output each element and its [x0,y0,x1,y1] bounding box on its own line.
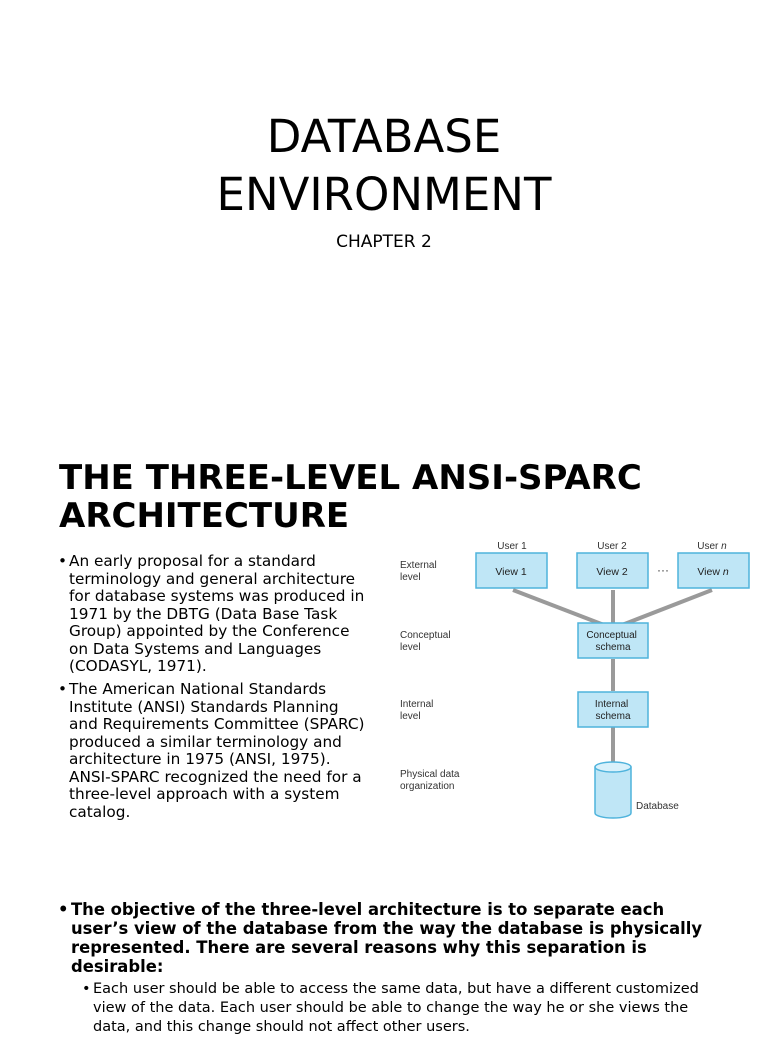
bullet-item [58,900,718,976]
connector-view1 [513,590,604,625]
bullet-text: The objective of the three-level architecture is to separate each user’s view of the database from the way the database is physically represented. There are several reasons why this separation is desirable: [71,900,703,976]
database-cylinder-icon [595,762,631,818]
level-label-physical: Physical data organization [400,769,460,792]
view-label-n: View n [697,566,729,578]
internal-schema-label: Internal schema [594,699,631,722]
conceptual-schema-label: Conceptual schema [586,630,637,653]
level-label-internal: Internal level [400,699,434,722]
cover-subtitle: CHAPTER 2 [336,232,432,252]
sub-bullet-item [82,980,712,1037]
ansi-sparc-diagram [392,533,752,823]
database-label: Database [636,801,679,812]
bullet-dot-icon: • [58,900,69,919]
user-label-1: User 1 [497,541,527,552]
cover-title: DATABASE ENVIRONMENT [216,110,552,221]
bullet-item [58,681,370,821]
section-title: THE THREE-LEVEL ANSI-SPARC ARCHITECTURE [59,458,642,536]
bullet-item [58,553,370,676]
bullet-text: The American National Standards Institute (ANSI) Standards Planning and Requirements Committee (SPARC) produced a similar terminology and architecture in 1975 (ANSI, 1975). ANSI-SPARC recognized the need for a three-level approach with a system catalog. [69,680,365,821]
level-label-conceptual: Conceptual level [400,630,451,653]
connector-viewn [622,590,712,625]
level-label-external: External level [400,560,437,583]
view-label-2: View 2 [596,566,628,578]
ellipsis: ··· [657,563,669,577]
user-label-2: User 2 [597,541,627,552]
view-label-1: View 1 [495,566,527,578]
bullet-dot-icon: • [82,981,91,997]
bullet-text: An early proposal for a standard terminology and general architecture for database systems was produced in 1971 by the DBTG (Data Base Task Group) appointed by the Conference on Data Systems and Languages (CODASYL, 1971). [69,552,365,675]
connectors [513,590,712,765]
user-label-n: User n [697,541,727,552]
sub-bullet-text: Each user should be able to access the same data, but have a different customized view of the data. Each user should be able to change the way he or she views the data, and this change should not affect other users. [93,981,699,1035]
bullet-dot-icon: • [58,680,68,698]
bullet-dot-icon: • [58,552,68,570]
